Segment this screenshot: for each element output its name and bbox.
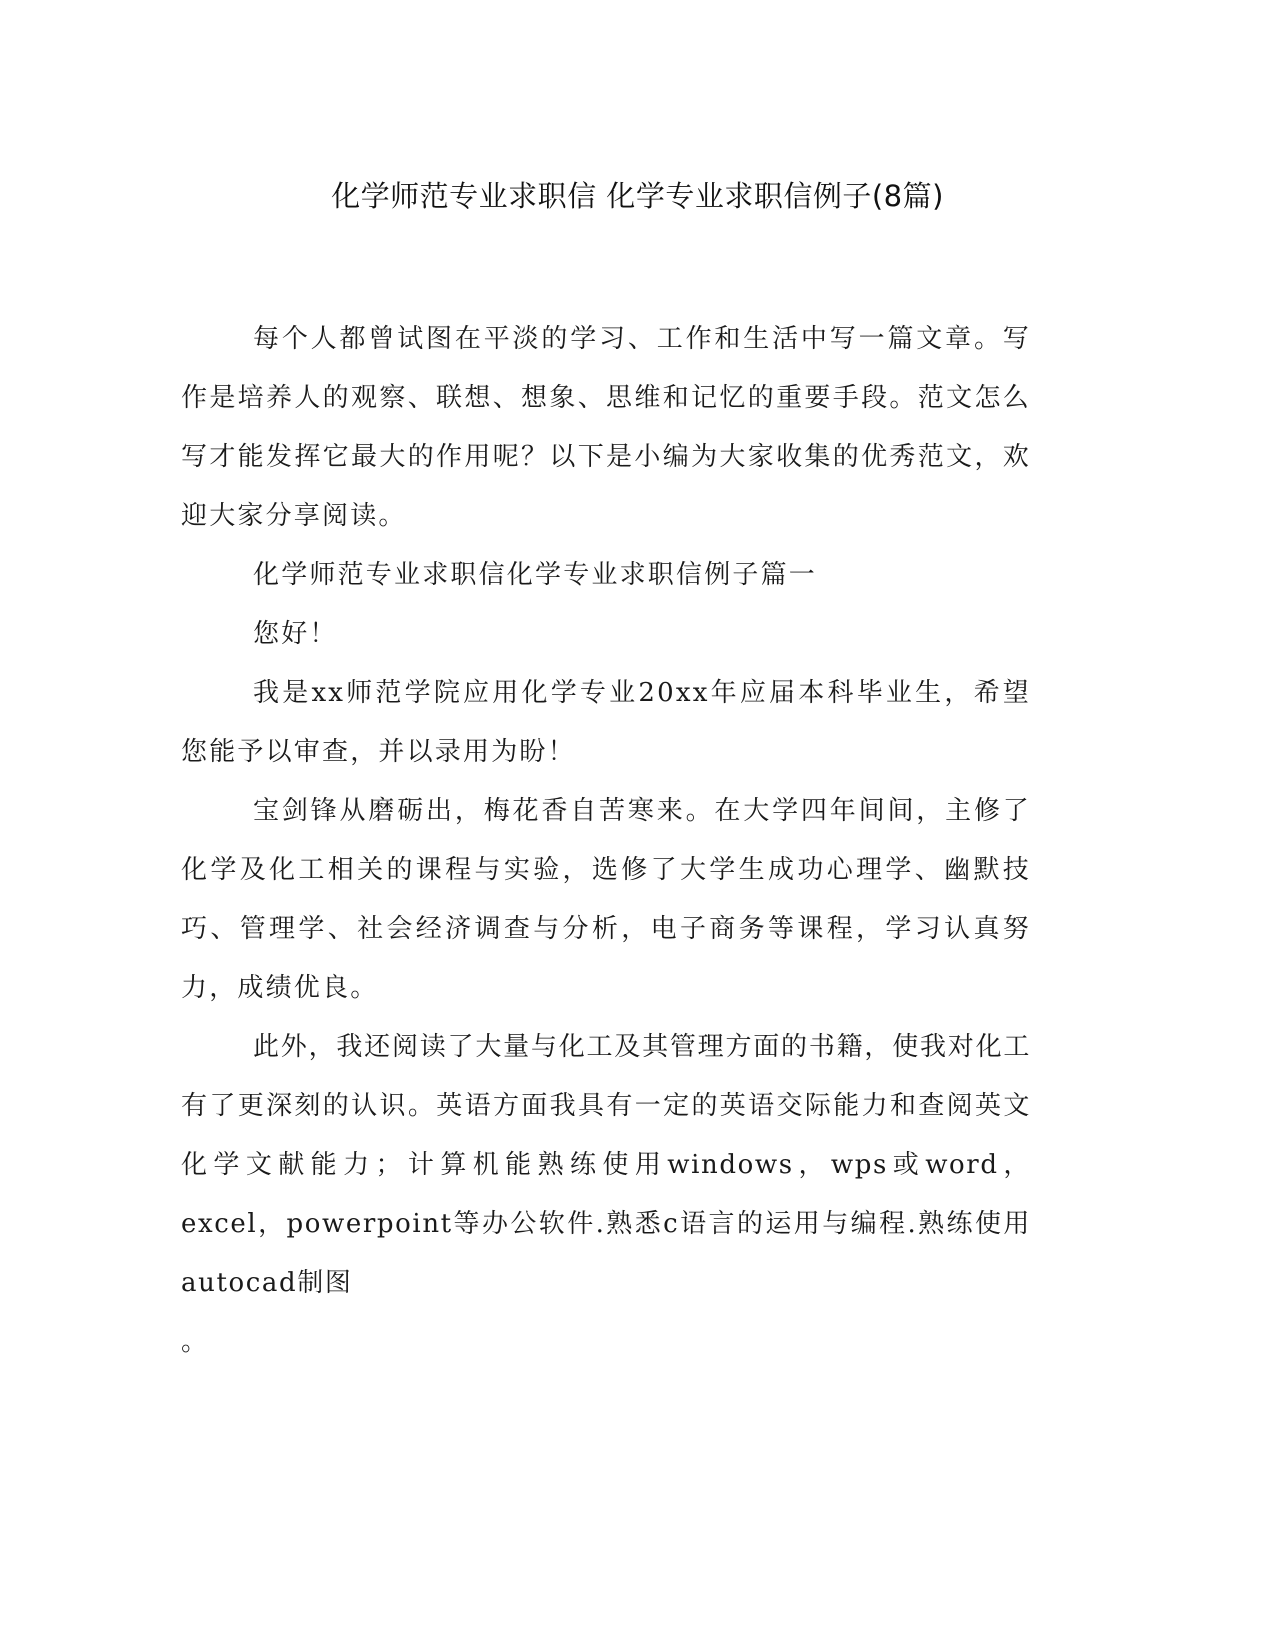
- document-body: [181, 310, 1031, 1372]
- intro-paragraph: 每个人都曾试图在平淡的学习、工作和生活中写一篇文章。写作是培养人的观察、联想、想象、思维和记忆的重要手段。范文怎么写才能发挥它最大的作用呢？以下是小编为大家收集的优秀范文，欢迎大家分享阅读。: [181, 324, 1031, 531]
- self-introduction-paragraph: 我是xx师范学院应用化学专业20xx年应届本科毕业生，希望您能予以审查，并以录用为盼！: [181, 678, 1031, 767]
- trailing-punctuation: 。: [181, 1327, 208, 1357]
- greeting: 您好！: [253, 619, 338, 649]
- coursework-paragraph: 宝剑锋从磨砺出，梅花香自苦寒来。在大学四年间间，主修了化学及化工相关的课程与实验，选修了大学生成功心理学、幽默技巧、管理学、社会经济调查与分析，电子商务等课程，学习认真努力，成绩优良。: [181, 796, 1031, 1003]
- skills-paragraph: 此外，我还阅读了大量与化工及其管理方面的书籍，使我对化工有了更深刻的认识。英语方面我具有一定的英语交际能力和查阅英文化学文献能力；计算机能熟练使用windows，wps或word，excel，powerpoint等办公软件.熟悉c语言的运用与编程.熟练使用autocad制图: [181, 1032, 1031, 1298]
- document-title: 化学师范专业求职信 化学专业求职信例子(8篇): [331, 179, 944, 213]
- section-heading: 化学师范专业求职信化学专业求职信例子篇一: [253, 560, 818, 590]
